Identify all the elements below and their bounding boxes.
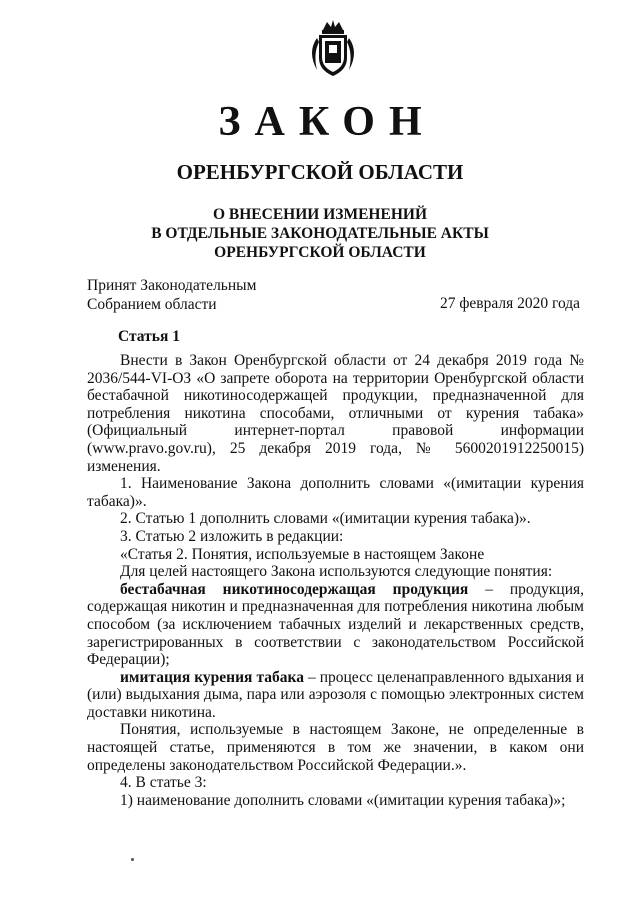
orenburg-coat-of-arms-icon	[305, 18, 361, 80]
subject-line: В ОТДЕЛЬНЫЕ ЗАКОНОДАТЕЛЬНЫЕ АКТЫ	[151, 225, 489, 242]
article-body	[87, 352, 584, 809]
adoption-date: 27 февраля 2020 года	[440, 295, 581, 312]
amendment-item: 1. Наименование Закона дополнить словами «(имитации курения табака)».	[87, 475, 584, 510]
amendment-item: 4. В статье 3:	[120, 774, 207, 792]
closing-paragraph: Понятия, используемые в настоящем Законе, не определенные в настоящей статье, применяются в том же значении, в каком они определены законодательством Российской Федерации.».	[87, 721, 584, 774]
subject-line: О ВНЕСЕНИИ ИЗМЕНЕНИЙ	[212, 206, 427, 223]
definition	[87, 581, 584, 669]
amendment-subitem: 1) наименование дополнить словами «(имитации курения табака)»;	[120, 791, 566, 809]
document-subject	[0, 205, 640, 262]
adoption-line: Принят Законодательным	[87, 277, 257, 294]
definition-term: имитация курения табака	[120, 668, 304, 686]
definition-term: бестабачная никотиносодержащая продукция	[120, 580, 469, 598]
amendment-item: 3. Статью 2 изложить в редакции:	[120, 527, 344, 545]
definition-text: – процесс целенаправленного вдыхания и (или) выдыхания дыма, пара или аэрозоля с помощью электронных систем доставки никотина.	[87, 668, 584, 721]
subject-line: ОРЕНБУРГСКОЙ ОБЛАСТИ	[214, 244, 426, 261]
document-title: ЗАКОН	[218, 99, 436, 145]
definition	[87, 669, 584, 722]
document-region: ОРЕНБУРГСКОЙ ОБЛАСТИ	[176, 160, 464, 184]
adoption-line: Собранием области	[87, 296, 217, 313]
adoption-body	[87, 276, 256, 314]
definition-text: – продукция, содержащая никотин и предназначенная для потребления никотина любым способом (за исключением табачных изделий и лекарственных средств, зарегистрированных в соответствии с законодательством Российской Федерации);	[87, 580, 584, 669]
amendment-item: 2. Статью 1 дополнить словами «(имитации курения табака)».	[120, 510, 531, 528]
scan-speck	[131, 858, 134, 861]
quoted-article-heading: «Статья 2. Понятия, используемые в настоящем Законе	[120, 545, 485, 563]
article-intro: Внести в Закон Оренбургской области от 24 декабря 2019 года № 2036/544-VI-ОЗ «О запрете оборота на территории Оренбургской области бестабачной никотиносодержащей продукции, предназначенной для потребления никотина способами, отличными от курения табака» (Официальный интернет-портал правовой информации (www.pravo.gov.ru), 25 декабря 2019 года, № 5600201912250015) изменения.	[87, 352, 584, 475]
article-heading: Статья 1	[118, 328, 180, 345]
quoted-intro: Для целей настоящего Закона используются следующие понятия:	[120, 563, 553, 581]
